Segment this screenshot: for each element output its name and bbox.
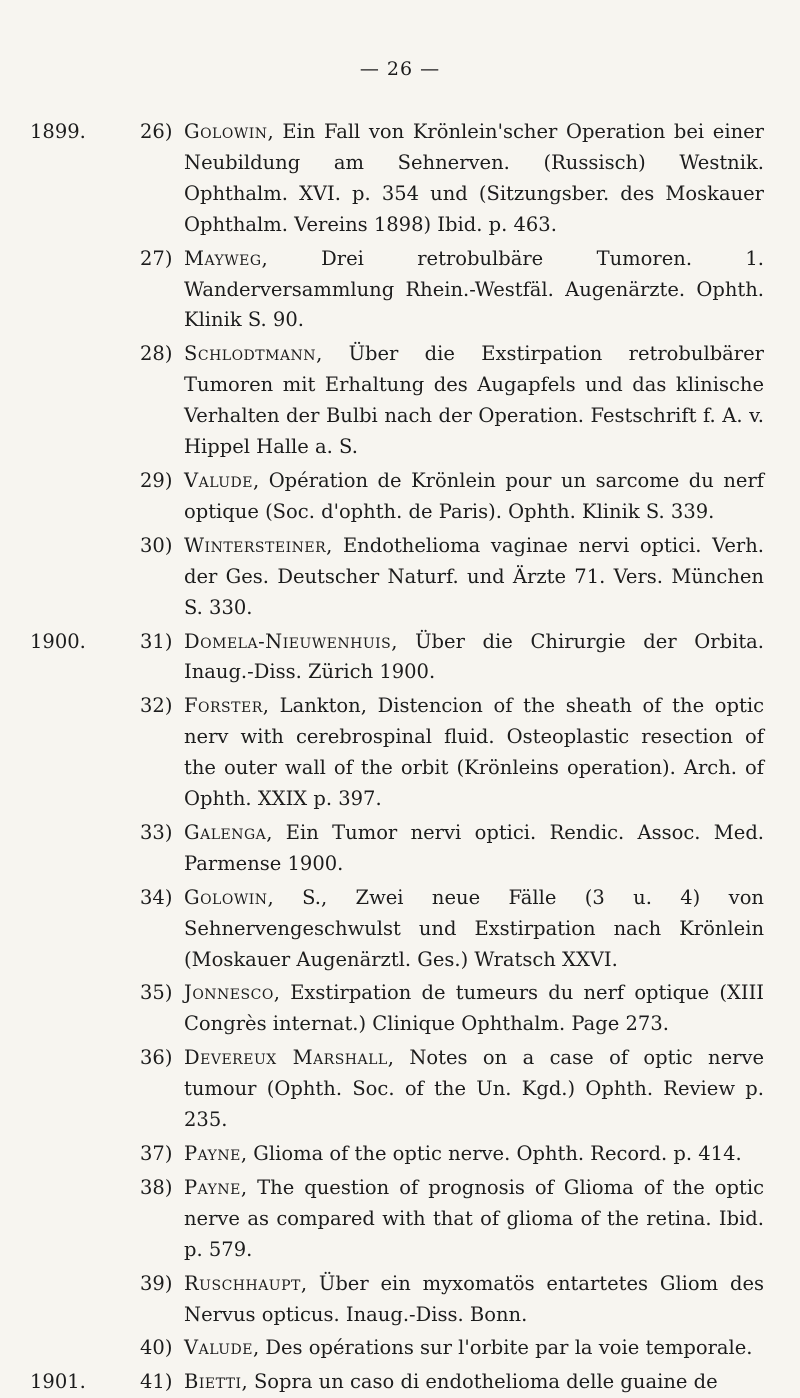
entry-number: 33)	[140, 820, 173, 844]
entry-number: 40)	[140, 1336, 173, 1360]
reference-entry	[140, 339, 764, 463]
entry-text: , S., Zwei neue Fälle (3 u. 4) von Sehnervengeschwulst und Exstirpation nach Krönlein (Moskauer Augenärztl. Ges.) Wratsch XXVI.	[184, 885, 764, 971]
reference-entry	[140, 244, 764, 337]
entry-author: Devereux Marshall	[184, 1046, 388, 1070]
reference-entry	[30, 117, 764, 241]
entry-text: , Über die Exstirpation retrobulbärer Tumoren mit Erhaltung des Augapfels und das klinische Verhalten der Bulbi nach der Operation. Festschrift f. A. v. Hippel Halle a. S.	[184, 342, 764, 459]
entry-author: Valude	[184, 1336, 253, 1360]
entry-text: , Des opérations sur l'orbite par la voie temporale.	[252, 1336, 753, 1360]
entry-number: 31)	[140, 629, 173, 653]
entry-text: , Sopra un caso di endothelioma delle guaine de	[241, 1370, 718, 1394]
entry-number: 27)	[140, 246, 173, 270]
entry-text: , Ein Fall von Krönlein'scher Operation bei einer Neubildung am Sehnerven. (Russisch) Westnik. Ophthalm. XVI. p. 354 und (Sitzungsber. des Moskauer Ophthalm. Vereins 1898) Ibid. p. 463.	[184, 120, 764, 236]
entry-text: , Über ein myxomatös entartetes Gliom des Nervus opticus. Inaug.-Diss. Bonn.	[184, 1271, 764, 1326]
entry-text: , Drei retrobulbäre Tumoren. 1. Wanderversammlung Rhein.-Westfäl. Augenärzte. Ophth. Klinik S. 90.	[184, 246, 764, 332]
entry-number: 38)	[140, 1175, 173, 1199]
reference-entry	[140, 978, 764, 1040]
entry-author: Mayweg	[184, 246, 262, 270]
entry-text: , Über die Chirurgie der Orbita. Inaug.-Diss. Zürich 1900.	[184, 629, 764, 684]
entry-text: , Opération de Krönlein pour un sarcome du nerf optique (Soc. d'ophth. de Paris). Ophth. Klinik S. 339.	[184, 468, 764, 523]
reference-entry	[30, 1367, 764, 1398]
entry-year: 1899.	[30, 120, 86, 143]
entry-number: 37)	[140, 1142, 173, 1165]
entry-year: 1900.	[30, 629, 86, 653]
reference-entry	[30, 627, 764, 689]
entry-year: 1901.	[30, 1370, 86, 1394]
reference-entry	[140, 883, 764, 976]
entry-text: , Exstirpation de tumeurs du nerf optique (XIII Congrès internat.) Clinique Ophthalm. Page 273.	[184, 981, 764, 1036]
entry-author: Wintersteiner	[184, 533, 327, 557]
reference-entry	[140, 1043, 765, 1136]
entry-number: 28)	[140, 342, 173, 366]
entry-author: Payne	[184, 1142, 241, 1165]
entry-author: Valude	[184, 468, 253, 492]
entry-number: 36)	[140, 1046, 173, 1070]
reference-entry	[140, 1173, 764, 1266]
reference-entry	[140, 691, 764, 815]
entry-number: 41)	[140, 1370, 173, 1394]
page-number: — 26 —	[359, 58, 441, 80]
entry-author: Ruschhaupt	[184, 1271, 301, 1295]
reference-entry	[140, 1269, 764, 1331]
entry-number: 39)	[140, 1271, 173, 1295]
entry-author: Golowin	[184, 885, 268, 909]
reference-entry	[140, 531, 764, 624]
entry-author: Payne	[184, 1175, 241, 1199]
entry-author: Galenga	[184, 820, 267, 844]
reference-entry	[140, 1333, 764, 1364]
entry-number: 30)	[140, 533, 173, 557]
reference-entry	[140, 466, 764, 528]
entry-author: Golowin	[184, 120, 268, 143]
entry-text: , Glioma of the optic nerve. Ophth. Record. p. 414.	[240, 1142, 742, 1165]
reference-entry	[140, 1139, 764, 1170]
entry-number: 26)	[140, 120, 173, 143]
reference-list	[0, 117, 800, 1398]
entry-author: Schlodtmann	[184, 342, 317, 366]
entry-text: , Notes on a case of optic nerve tumour (Ophth. Soc. of the Un. Kgd.) Ophth. Review p. 235.	[184, 1046, 765, 1132]
entry-author: Jonnesco	[184, 981, 274, 1005]
entry-number: 29)	[140, 468, 173, 492]
entry-text: , Ein Tumor nervi optici. Rendic. Assoc. Med. Parmense 1900.	[184, 820, 764, 875]
entry-number: 32)	[140, 694, 173, 718]
entry-author: Forster	[184, 694, 263, 718]
entry-number: 35)	[140, 981, 173, 1005]
entry-author: Domela-Nieuwenhuis	[184, 629, 392, 653]
reference-entry	[140, 818, 764, 880]
entry-text: , The question of prognosis of Glioma of the optic nerve as compared with that of glioma of the retina. Ibid. p. 579.	[184, 1175, 764, 1261]
entry-text: , Endothelioma vaginae nervi optici. Verh. der Ges. Deutscher Naturf. und Ärzte 71. Vers. München S. 330.	[184, 533, 764, 619]
entry-author: Bietti	[184, 1370, 242, 1394]
entry-text: , Lankton, Distencion of the sheath of the optic nerv with cerebrospinal fluid. Osteoplastic resection of the outer wall of the orbit (Krönleins operation). Arch. of Ophth. XXIX p. 397.	[184, 694, 764, 811]
entry-number: 34)	[140, 885, 173, 909]
